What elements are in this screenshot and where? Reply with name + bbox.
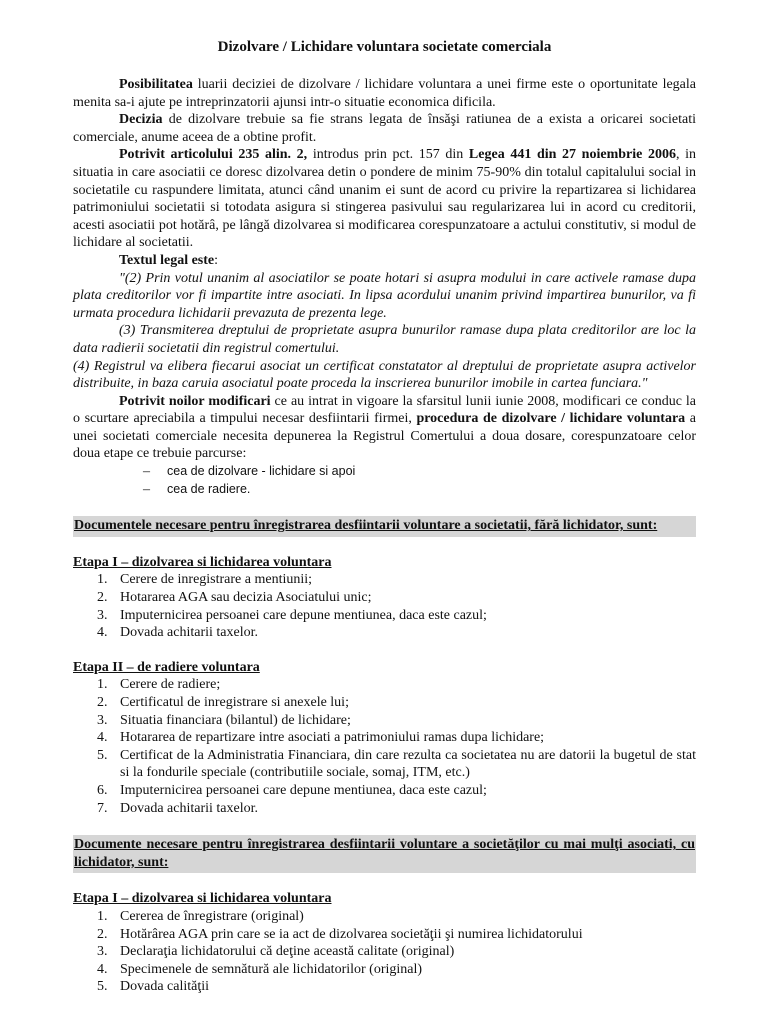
paragraph-text: ce au intrat in vigoare la sfarsitul lunii iunie 2008, modificari ce conduc la o scurtare apreciabila a timpului necesar desfiintarii firmei,: [73, 393, 696, 427]
list-item-text: Imputernicirea persoanei care depune mentiunea, daca este cazul;: [120, 782, 487, 798]
list-item-text: Cerere de radiere;: [120, 677, 221, 693]
paragraph-textul-legal: [73, 252, 696, 270]
item-number: 3.: [97, 712, 108, 728]
spacer: [73, 873, 696, 890]
list-item-text: Hotararea AGA sau decizia Asociatului unic;: [120, 590, 372, 606]
list-item-text: Hotărârea AGA prin care se ia act de dizolvarea societăţii şi numirea lichidatorului: [120, 926, 583, 942]
procedure-name: procedura de dizolvare / lichidare voluntara: [416, 411, 686, 427]
list-item-text: Declaraţia lichidatorului că deţine această calitate (original): [120, 944, 455, 960]
list-item: [97, 589, 696, 607]
paragraph-lead: Posibilitatea: [119, 77, 193, 92]
item-number: 5.: [97, 747, 108, 763]
item-number: 2.: [97, 926, 108, 942]
list-item-text: Hotararea de repartizare intre asociati a patrimoniului ramas dupa lichidare;: [120, 730, 545, 746]
list-item-text: cea de dizolvare - lichidare si apoi: [167, 464, 356, 479]
dash-marker: –: [143, 464, 150, 480]
dash-marker: –: [143, 481, 150, 497]
section-heading-fara-lichidator: Documentele necesare pentru înregistrarea desfiintarii voluntare a societatii, fără lichidator, sunt:: [73, 516, 696, 537]
paragraph-articol-235: [73, 146, 696, 252]
list-item: [97, 624, 696, 642]
paragraph-noile-modificari: [73, 393, 696, 463]
list-item: [97, 729, 696, 747]
paragraph-posibilitatea: [73, 76, 696, 111]
item-number: 3.: [97, 607, 108, 623]
paragraph-lead: Decizia: [119, 112, 163, 128]
list-item-text: Situatia financiara (bilantul) de lichidare;: [120, 712, 351, 728]
legal-quote-4: (4) Registrul va elibera fiecarui asociat un certificat constatator al dreptului de proprietate asupra activelor distribuite, in baza caruia asociatul poate proceda la inscrierea bunurilor imobile in cartea funciara.": [73, 358, 696, 392]
list-item: [143, 481, 696, 499]
etapa-title: Etapa I – dizolvarea si lichidarea voluntara: [73, 891, 332, 907]
spacer: [73, 642, 696, 659]
paragraph-text: :: [214, 252, 219, 268]
list-item-text: Dovada achitarii taxelor.: [120, 625, 258, 641]
list-item-text: Dovada calităţii: [120, 979, 210, 995]
list-item: [97, 908, 696, 926]
list-item-text: Dovada achitarii taxelor.: [120, 800, 258, 816]
paragraph-lead: Potrivit articolului 235 alin. 2,: [119, 147, 308, 163]
spacer: [73, 498, 696, 516]
etapa-ii-list: [73, 676, 696, 817]
list-item: [97, 571, 696, 589]
list-item: [97, 800, 696, 818]
item-number: 7.: [97, 800, 108, 816]
paragraph-text: introdus prin pct. 157 din: [307, 147, 469, 163]
list-item: [97, 961, 696, 979]
paragraph-text: , in situatia in care asociatii ce doresc dizolvarea detin o pondere de minim 75-90% din totalul capitalului social in societatile cu raspundere limitata, atunci când unanim ei sunt de acord cu privire la repartizarea si lichidarea patrimoniului societatii si totodata asigura si stingerea pasivului sau regularizarea lui in acord cu creditorii, acesti asociatii pot hotărâ, pe lângă dizolvarea si modificarea corespunzatoare a actului constitutiv, si modul de lichidare al societatii.: [73, 147, 696, 251]
item-number: 1.: [97, 572, 108, 588]
list-item: [97, 694, 696, 712]
list-item-text: Specimenele de semnătură ale lichidatorilor (original): [120, 961, 423, 977]
item-number: 4.: [97, 961, 108, 977]
item-number: 3.: [97, 944, 108, 960]
item-number: 6.: [97, 782, 108, 798]
list-item-text: Certificat de la Administratia Financiara, din care rezulta ca societatea nu are datorii la bugetul de stat si la fondurile speciale (contributiile sociale, somaj, ITM, etc.): [120, 747, 696, 781]
item-number: 5.: [97, 979, 108, 995]
item-number: 1.: [97, 677, 108, 693]
list-item: [97, 926, 696, 944]
list-item-text: Cererea de înregistrare (original): [120, 908, 304, 924]
item-number: 1.: [97, 908, 108, 924]
list-item: [97, 676, 696, 694]
list-item: [97, 782, 696, 800]
law-reference: Legea 441 din 27 noiembrie 2006: [468, 147, 676, 163]
legal-quote-3: (3) Transmiterea dreptului de proprietate asupra bunurilor ramase dupa plata creditorilor are loc la data radierii societatii din registrul comertului.: [73, 323, 696, 356]
list-item: [97, 747, 696, 782]
item-number: 4.: [97, 730, 108, 746]
list-item: [97, 978, 696, 996]
paragraph-decizia: [73, 111, 696, 146]
paragraph-lead: Textul legal este: [119, 252, 215, 268]
spacer: [73, 537, 696, 554]
etapa-title: Etapa II – de radiere voluntara: [73, 659, 260, 675]
item-number: 2.: [97, 590, 108, 606]
section-heading-cu-lichidator: Documente necesare pentru înregistrarea desfiintarii voluntare a societăţilor cu mai mulţi asociati, cu lichidator, sunt:: [73, 835, 696, 873]
etapa-title: Etapa I – dizolvarea si lichidarea voluntara: [73, 554, 332, 570]
document-title: Dizolvare / Lichidare voluntara societate comerciala: [217, 39, 552, 55]
legal-quote-2: "(2) Prin votul unanim al asociatilor se poate hotari si asupra modului in care activele ramase dupa plata creditorilor vor fi impartite intre asociati. In lipsa acordului unanim privind impartirea bunurilor, va fi urmata procedura lichidarii prevazuta de prezenta lege.: [73, 270, 696, 321]
list-item-text: Cerere de inregistrare a mentiunii;: [120, 572, 313, 588]
paragraph-text: a unei societati comerciale necesita depunerea la Registrul Comertului a doua dosare, corespunzatoare celor doua etape ce trebuie parcurse:: [73, 411, 696, 462]
paragraph-text: luarii deciziei de dizolvare / lichidare voluntara a unei firme este o oportunitate legala menita sa-i ajute pe intreprinzatorii ajunsi intr-o situatie economica dificila.: [73, 77, 696, 110]
list-item-text: cea de radiere.: [167, 481, 251, 496]
list-item: [97, 712, 696, 730]
list-item: [97, 607, 696, 625]
paragraph-lead: Potrivit noilor modificari: [119, 393, 271, 409]
item-number: 2.: [97, 695, 108, 710]
etapa-i-lichidator-list: [73, 908, 696, 996]
document-page: [73, 37, 696, 996]
paragraph-text: de dizolvare trebuie sa fie strans legata de însăşi ratiunea de a exista a oricarei societati comerciale, anume aceea de a obtine profit.: [73, 112, 696, 145]
list-item-text: Certificatul de inregistrare si anexele lui;: [120, 695, 349, 710]
list-item: [143, 463, 696, 481]
list-item: [97, 943, 696, 961]
etapa-i-list: [73, 571, 696, 641]
list-item-text: Imputernicirea persoanei care depune mentiunea, daca este cazul;: [120, 607, 487, 623]
item-number: 4.: [97, 625, 108, 641]
spacer: [73, 817, 696, 835]
stages-list: [73, 463, 696, 498]
